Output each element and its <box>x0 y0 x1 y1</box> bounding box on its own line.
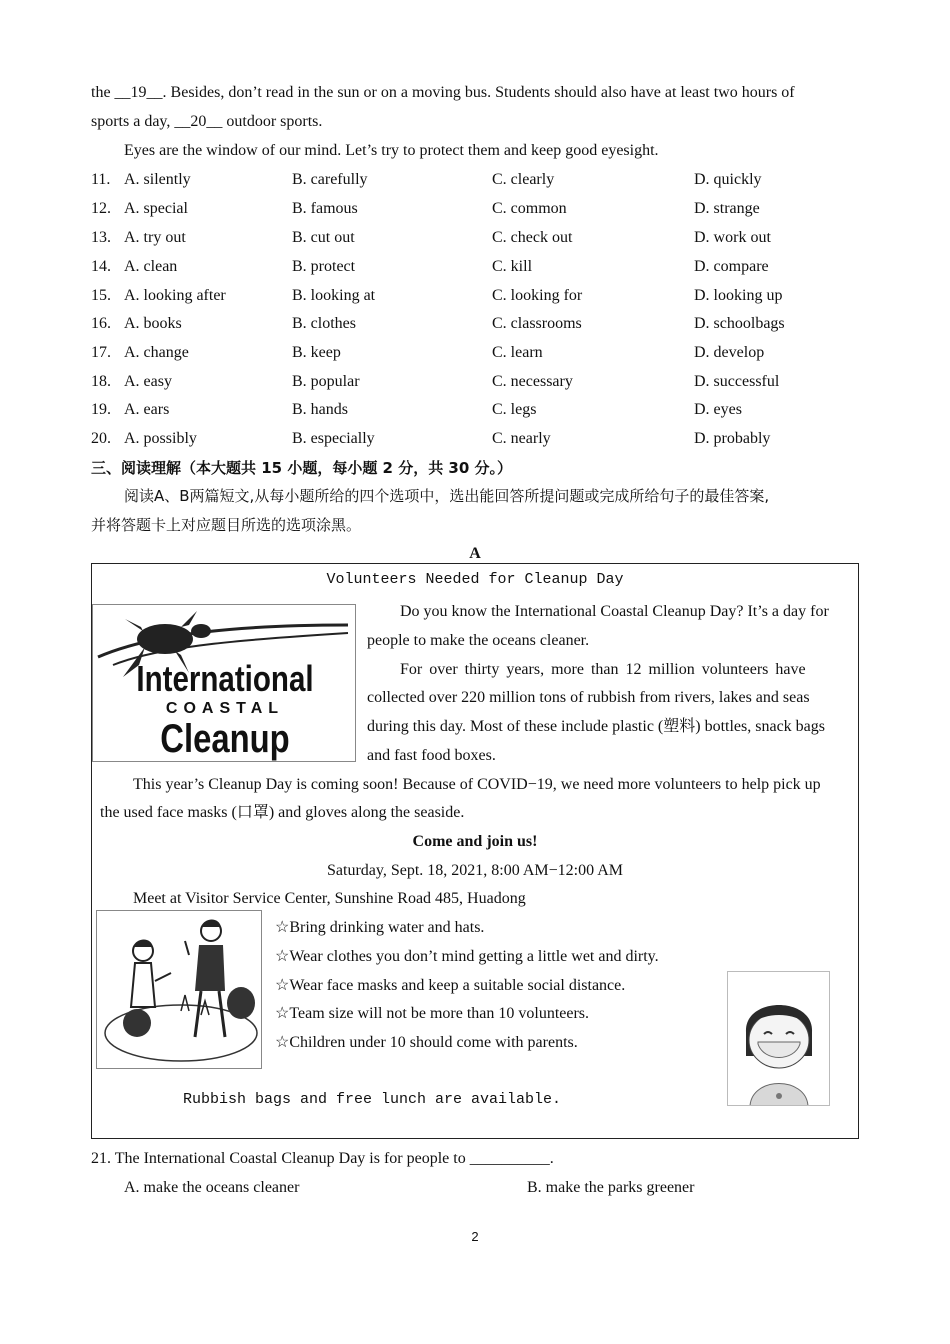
tip-item: ☆Bring drinking water and hats. <box>275 919 485 936</box>
question-number: 16. <box>91 315 111 332</box>
option-a: A. easy <box>124 373 172 390</box>
option-c: C. clearly <box>492 171 555 188</box>
event-date: Saturday, Sept. 18, 2021, 8:00 AM−12:00 AM <box>327 862 623 879</box>
option-b: B. carefully <box>292 171 368 188</box>
option-c: C. kill <box>492 258 533 275</box>
option-a: A. possibly <box>124 430 197 447</box>
cleanup-logo-image <box>92 604 356 762</box>
option-c: C. common <box>492 200 567 217</box>
option-a: A. make the oceans cleaner <box>124 1179 300 1196</box>
question-number: 14. <box>91 258 111 275</box>
poster-footer: Rubbish bags and free lunch are available. <box>183 1091 562 1108</box>
tip-item: ☆Wear clothes you don’t mind getting a little wet and dirty. <box>275 948 659 965</box>
poster-paragraph: during this day. Most of these include plastic (塑料) bottles, snack bags <box>367 718 825 735</box>
option-a: A. ears <box>124 401 170 418</box>
join-heading: Come and join us! <box>412 833 538 850</box>
option-c: C. learn <box>492 344 543 361</box>
option-a: A. try out <box>124 229 186 246</box>
passage-line: the __19__. Besides, don’t read in the sun or on a moving bus. Students should also have at least two hours of <box>91 84 795 101</box>
tip-item: ☆Wear face masks and keep a suitable social distance. <box>275 977 626 994</box>
option-c: C. nearly <box>492 430 551 447</box>
option-d: D. schoolbags <box>694 315 785 332</box>
tip-item: ☆Children under 10 should come with parents. <box>275 1034 578 1051</box>
option-a: A. books <box>124 315 182 332</box>
volunteers-icon <box>97 911 262 1069</box>
logo-text: Cleanup <box>160 717 290 761</box>
question-stem: 21. The International Coastal Cleanup Day is for people to __________. <box>91 1150 554 1167</box>
question-number: 12. <box>91 200 111 217</box>
passage-line: sports a day, __20__ outdoor sports. <box>91 113 323 130</box>
poster-paragraph: and fast food boxes. <box>367 747 496 764</box>
option-b: B. make the parks greener <box>527 1179 695 1196</box>
question-number: 11. <box>91 171 111 188</box>
option-b: B. hands <box>292 401 348 418</box>
option-d: D. develop <box>694 344 765 361</box>
option-b: B. looking at <box>292 287 376 304</box>
poster-paragraph: the used face masks (口罩) and gloves along the seaside. <box>100 804 465 821</box>
option-a: A. looking after <box>124 287 226 304</box>
option-b: B. cut out <box>292 229 355 246</box>
option-c: C. classrooms <box>492 315 582 332</box>
option-c: C. looking for <box>492 287 583 304</box>
logo-text: International <box>136 658 314 699</box>
option-c: C. check out <box>492 229 573 246</box>
option-b: B. especially <box>292 430 375 447</box>
option-b: B. popular <box>292 373 360 390</box>
poster-paragraph: people to make the oceans cleaner. <box>367 632 590 649</box>
section-instructions: 并将答题卡上对应题目所选的选项涂黑。 <box>91 516 362 534</box>
option-d: D. compare <box>694 258 769 275</box>
poster-paragraph: This year’s Cleanup Day is coming soon! Because of COVID−19, we need more volunteers to help pick up <box>133 776 821 793</box>
passage-line: Eyes are the window of our mind. Let’s try to protect them and keep good eyesight. <box>124 142 659 159</box>
option-d: D. probably <box>694 430 771 447</box>
option-d: D. eyes <box>694 401 742 418</box>
girl-with-mask-image <box>727 971 830 1106</box>
page-number: 2 <box>471 1229 479 1244</box>
option-b: B. clothes <box>292 315 356 332</box>
question-number: 19. <box>91 401 111 418</box>
option-c: C. necessary <box>492 373 573 390</box>
poster-paragraph: collected over 220 million tons of rubbish from rivers, lakes and seas <box>367 689 810 706</box>
option-d: D. looking up <box>694 287 783 304</box>
option-d: D. quickly <box>694 171 762 188</box>
question-number: 18. <box>91 373 111 390</box>
tip-item: ☆Team size will not be more than 10 volunteers. <box>275 1005 590 1022</box>
poster-title: Volunteers Needed for Cleanup Day <box>326 571 624 588</box>
option-c: C. legs <box>492 401 537 418</box>
poster-paragraph: For over thirty years, more than 12 million volunteers have <box>400 661 806 678</box>
question-number: 13. <box>91 229 111 246</box>
passage-label: A <box>469 545 481 562</box>
option-d: D. strange <box>694 200 760 217</box>
meeting-place: Meet at Visitor Service Center, Sunshine Road 485, Huadong <box>133 890 526 907</box>
poster-paragraph: Do you know the International Coastal Cleanup Day? It’s a day for <box>400 603 829 620</box>
option-a: A. silently <box>124 171 191 188</box>
option-b: B. protect <box>292 258 356 275</box>
logo-text: COASTAL <box>165 700 285 717</box>
option-a: A. clean <box>124 258 178 275</box>
volunteers-image <box>96 910 262 1069</box>
question-number: 17. <box>91 344 111 361</box>
section-instructions: 阅读A、B两篇短文,从每小题所给的四个选项中，选出能回答所提问题或完成所给句子的最佳答案, <box>124 487 770 505</box>
option-d: D. work out <box>694 229 771 246</box>
question-number: 15. <box>91 287 111 304</box>
section-heading: 三、阅读理解（本大题共 15 小题，每小题 2 分，共 30 分。） <box>91 459 513 477</box>
option-b: B. keep <box>292 344 341 361</box>
masked-girl-icon <box>728 972 830 1106</box>
option-b: B. famous <box>292 200 358 217</box>
question-number: 20. <box>91 430 111 447</box>
option-d: D. successful <box>694 373 780 390</box>
option-a: A. change <box>124 344 189 361</box>
option-a: A. special <box>124 200 188 217</box>
